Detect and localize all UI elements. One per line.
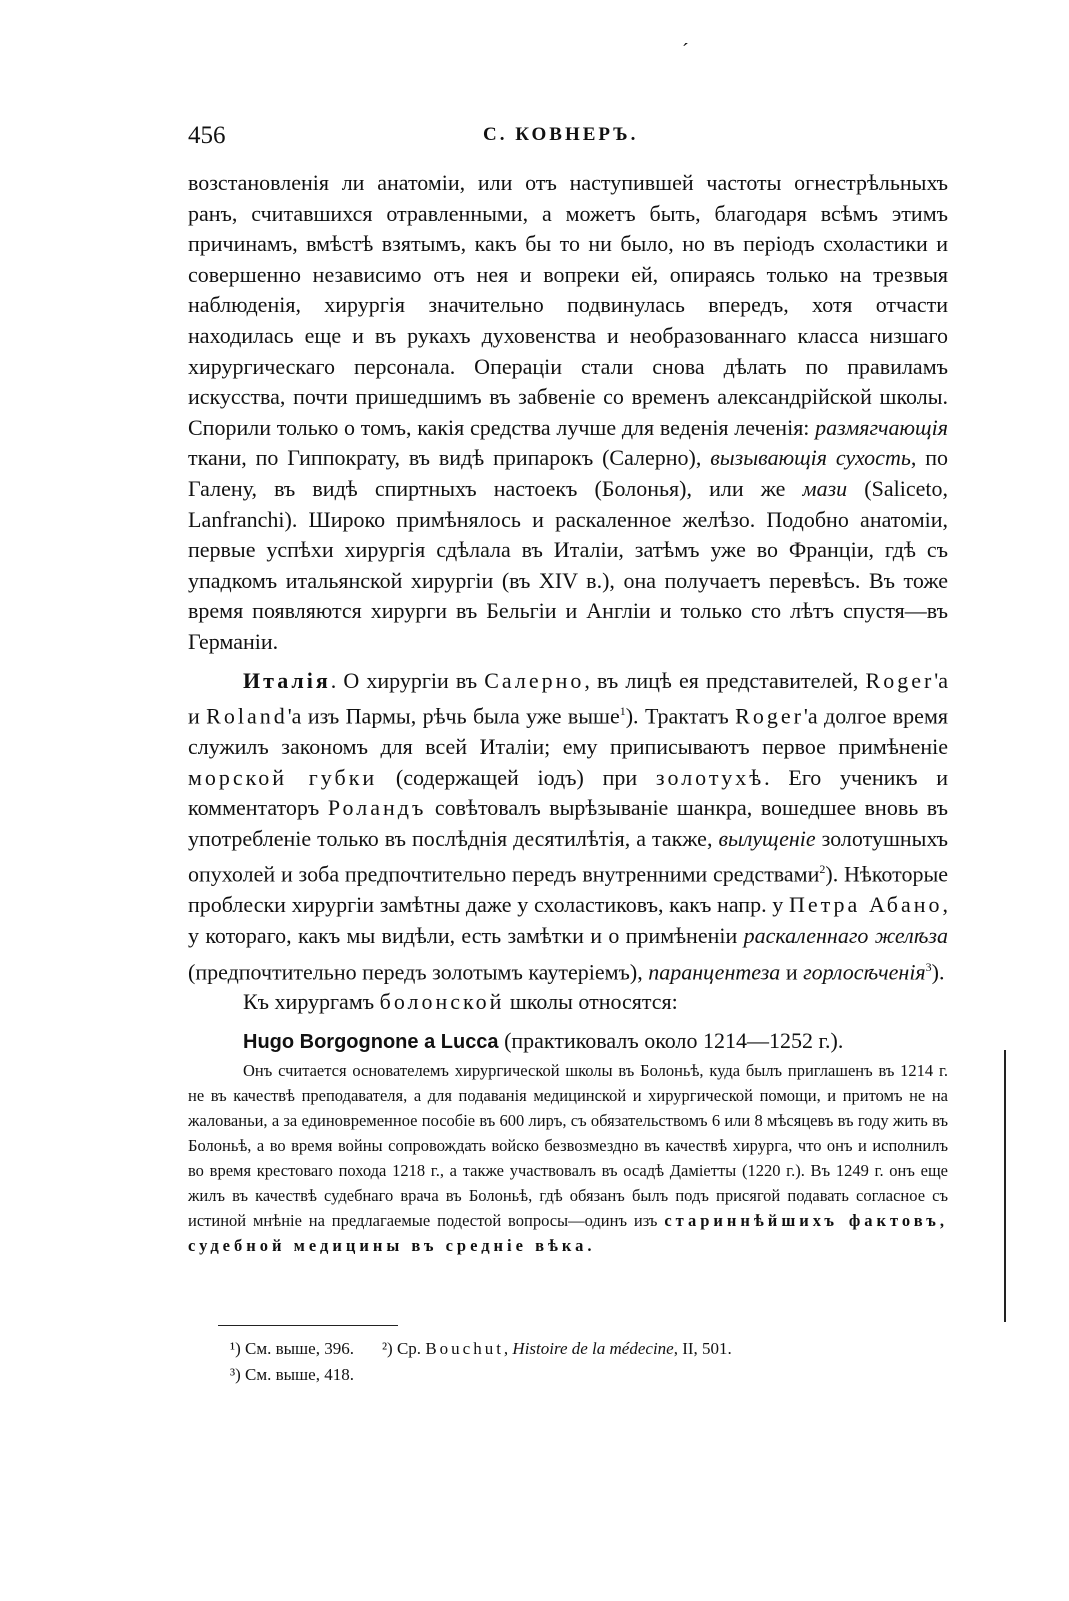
spaced-name: Roland bbox=[206, 703, 288, 729]
text-run: 'а изъ Пармы, рѣчь была уже выше bbox=[287, 703, 620, 729]
footnote-3: ³) См. выше, 418. bbox=[230, 1365, 354, 1384]
text-run: 'а и bbox=[188, 667, 949, 729]
text-run: возстановленія ли анатоміи, или отъ наступившей частоты огнестрѣльныхъ ранъ, считавшихся отравленными, а можетъ быть, благодаря всѣмъ этимъ причинамъ, вмѣстѣ взятымъ, какъ бы то ни было, но въ періодъ схоластики и совершенно независимо отъ нея и вопреки ей, опираясь только на трезвыя наблюденія, хирургія значительно подвинулась впередъ, хотя отчасти находилась еще и въ рукахъ духовенства и необразованнаго класса низшаго хирургическаго персонала. Операціи стали снова дѣлать по правиламъ искусства, почти пришедшимъ въ забвеніе со временъ александрійской школы. Спорили только о томъ, какія средства лучше для веденія леченія: bbox=[188, 170, 948, 440]
book-title: Histoire de la médecine bbox=[512, 1339, 674, 1358]
emphasis: раскаленнаго желѣза bbox=[743, 922, 948, 948]
text-run: ²) Ср. bbox=[381, 1339, 426, 1358]
text-run: ). Трактатъ bbox=[625, 703, 736, 729]
footnote-line-2 bbox=[230, 1362, 950, 1388]
emphasis: горлосѣченія bbox=[803, 958, 926, 984]
paragraph-history bbox=[188, 168, 948, 658]
section-heading: Италія bbox=[243, 667, 331, 693]
footnote-ref: 2 bbox=[819, 862, 826, 877]
spaced-name: Roger bbox=[865, 667, 935, 693]
text-run: ). bbox=[931, 958, 945, 984]
footnote-line-1 bbox=[230, 1336, 950, 1362]
text-run: (Saliceto, Lanfranchi). Широко примѣнялось и раскаленное желѣзо. Подобно анатоміи, первые успѣхи хирургія сдѣлала въ Италіи, затѣмъ уже во Франціи, гдѣ съ упадкомъ итальянской хирургіи (въ XIV в.), она получаетъ перевѣсъ. Въ тоже время появляются хирурги въ Бельгіи и Англіи и только сто лѣтъ спустя—въ Германіи. bbox=[188, 475, 948, 654]
emphasis: вызывающія сухость bbox=[710, 445, 911, 471]
running-head: С. КОВНЕРЪ. bbox=[483, 124, 639, 145]
text-run: совѣтовалъ вырѣзываніе шанкра, вошедшее вновь въ употребленіе только въ послѣднія десятилѣтія, а также, bbox=[188, 795, 948, 851]
text-run: , въ лицѣ ея представителей, bbox=[584, 667, 866, 693]
emphasis: паранцентеза bbox=[648, 958, 781, 984]
scan-mark: ˊ bbox=[682, 40, 689, 62]
text-run: (практиковалъ около 1214—1252 г.). bbox=[498, 1028, 844, 1054]
surgeon-name: Hugo Borgognone a Lucca bbox=[243, 1031, 499, 1054]
text-run: . Его ученикъ и комментаторъ bbox=[188, 764, 949, 821]
spaced-name: Роландъ bbox=[327, 795, 427, 821]
footnote-2 bbox=[382, 1339, 732, 1358]
spaced-name: Roger bbox=[735, 703, 804, 729]
paragraph-bologna-intro bbox=[188, 987, 948, 1018]
page-header bbox=[188, 122, 948, 150]
text-run: Онъ считается основателемъ хирургической школы въ Болоньѣ, куда былъ приглашенъ въ 1214 г. не въ качествѣ преподавателя, а для подаванія медицинской и хирургической помощи, и притомъ не на жалованьи, а за единовременное пособіе въ 600 лиръ, съ обязательствомъ 6 или 8 мѣсяцевъ въ году жить въ Болоньѣ, а во время войны сопровождать войско безвозмездно въ качествѣ хирурга, что онъ и исполнилъ во время крестоваго похода 1218 г., а также участвовалъ въ осадѣ Даміетты (1220 г.). Въ 1249 г. онъ еще жилъ въ качествѣ судебнаго врача въ Болоньѣ, гдѣ обязанъ былъ подъ присягой подавать согласное съ истиной мнѣніе на предлагаемые подестой вопросы—одинъ изъ bbox=[188, 1060, 948, 1230]
spaced-text: стариннѣйшихъ фактовъ, судебной медицины въ средніе вѣка. bbox=[188, 1210, 948, 1255]
emphasis: мази bbox=[802, 475, 848, 501]
emphasis: размягчающія bbox=[815, 414, 948, 440]
footnote-ref: 1 bbox=[619, 704, 626, 719]
text-run: . О хирургіи въ bbox=[330, 667, 485, 693]
text-run: , по Галену, въ видѣ спиртныхъ настоекъ (Болонья), или же bbox=[188, 445, 948, 501]
text-run: (содержащей іодъ) при bbox=[377, 764, 656, 790]
text-run: (предпочтительно передъ золотымъ каутеріемъ), bbox=[188, 958, 649, 984]
footnote-ref: 3 bbox=[925, 959, 932, 974]
footnote-divider bbox=[218, 1325, 398, 1326]
text-run: Къ хирургамъ bbox=[243, 989, 380, 1015]
page-number: 456 bbox=[188, 122, 226, 149]
footnote-1: ¹) См. выше, 396. bbox=[230, 1339, 354, 1358]
text-run: золотушныхъ опухолей и зоба предпочтительно передъ внутренними средствами bbox=[188, 825, 948, 887]
paragraph-hugo-heading bbox=[188, 1026, 948, 1058]
spaced-term: болонской bbox=[379, 989, 505, 1015]
paragraph-italy bbox=[188, 666, 948, 988]
page-body bbox=[188, 168, 948, 1258]
spaced-name: Bouchut bbox=[425, 1339, 504, 1358]
text-run: школы относятся: bbox=[504, 989, 678, 1015]
text-run: 'а долгое время служилъ закономъ для всей Италіи; ему приписываютъ первое примѣненіе bbox=[188, 703, 948, 760]
footnotes bbox=[230, 1336, 950, 1388]
spaced-term: морской губки bbox=[188, 764, 378, 790]
spaced-name: Салерно bbox=[484, 667, 585, 693]
text-run: , bbox=[503, 1339, 513, 1358]
text-run: ). Нѣкоторые проблески хирургіи замѣтны даже у схоластиковъ, какъ напр. у bbox=[188, 861, 948, 918]
paragraph-hugo-bio bbox=[188, 1058, 948, 1258]
text-run: , II, 501. bbox=[673, 1339, 732, 1358]
spaced-term: золотухѣ bbox=[655, 764, 765, 790]
emphasis: вылущеніе bbox=[718, 825, 816, 851]
text-run: и bbox=[780, 958, 804, 984]
text-run: ткани, по Гиппократу, въ видѣ припарокъ (Салерно), bbox=[188, 445, 711, 471]
scan-margin-line bbox=[1004, 1050, 1006, 1322]
spaced-name: Петра Абано bbox=[788, 892, 943, 918]
text-run: , у котораго, какъ мы видѣли, есть замѣтки и о примѣненіи bbox=[188, 892, 948, 948]
